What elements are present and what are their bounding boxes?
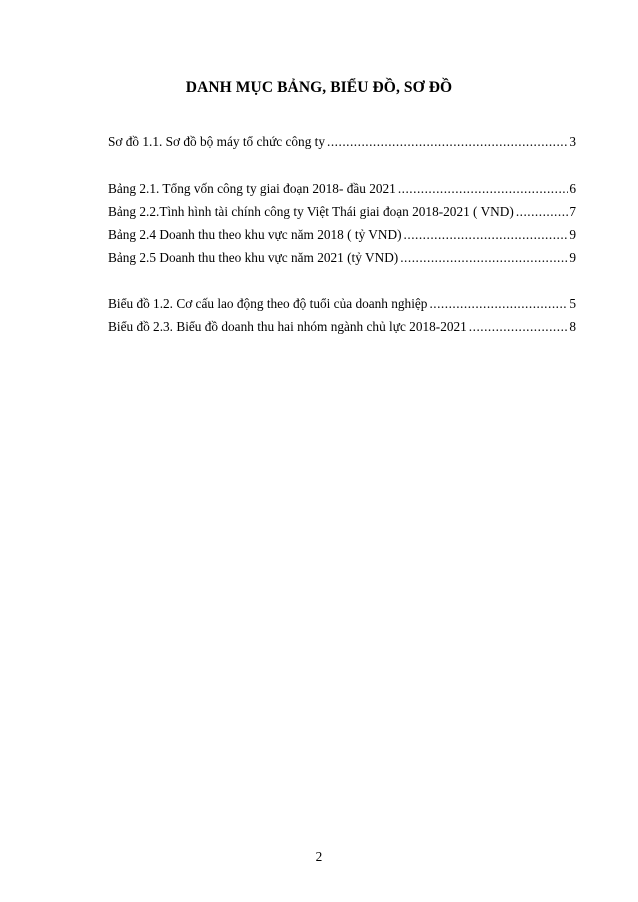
dot-leader: [398, 177, 569, 200]
toc-entry[interactable]: [108, 315, 576, 338]
toc-entry[interactable]: [108, 200, 576, 223]
toc-entry-label: Bảng 2.2.Tình hình tài chính công ty Việt Thái giai đoạn 2018-2021 ( VND): [108, 204, 514, 219]
toc-entry-label: Sơ đồ 1.1. Sơ đồ bộ máy tổ chức công ty: [108, 134, 326, 149]
toc-entry-label: Bảng 2.5 Doanh thu theo khu vực năm 2021 (tỷ VND): [108, 250, 399, 265]
toc-entry-page: 9: [569, 227, 576, 242]
toc-group-tables: [108, 177, 576, 269]
toc-entry-page: 9: [569, 250, 576, 265]
toc-entry[interactable]: [108, 130, 576, 153]
toc-group-charts: [108, 292, 576, 338]
toc-entry-label: Biểu đồ 1.2. Cơ cấu lao động theo độ tuổi của doanh nghiệp: [108, 296, 428, 311]
toc-entry-page: 8: [569, 319, 576, 334]
toc-entry-page: 6: [569, 181, 576, 196]
page-title: DANH MỤC BẢNG, BIỂU ĐỒ, SƠ ĐỒ: [185, 79, 453, 96]
toc-entry[interactable]: [108, 177, 576, 200]
toc-entry-label: Biểu đồ 2.3. Biểu đồ doanh thu hai nhóm ngành chủ lực 2018-2021: [108, 319, 467, 334]
toc-entry-label: Bảng 2.4 Doanh thu theo khu vực năm 2018 ( tỷ VND): [108, 227, 402, 242]
toc-entry-label: Bảng 2.1. Tổng vốn công ty giai đoạn 2018- đầu 2021: [108, 181, 396, 196]
dot-leader: [429, 292, 568, 315]
toc-entry-page: 5: [569, 296, 576, 311]
toc-entry-page: 3: [569, 134, 576, 149]
dot-leader: [469, 315, 569, 338]
page-number: 2: [315, 849, 323, 864]
dot-leader: [327, 130, 568, 153]
dot-leader: [516, 200, 569, 223]
dot-leader: [400, 246, 568, 269]
toc-entry[interactable]: [108, 223, 576, 246]
toc-entry[interactable]: [108, 292, 576, 315]
dot-leader: [404, 223, 569, 246]
toc-entry-page: 7: [569, 204, 576, 219]
toc-group-diagrams: [108, 130, 576, 153]
toc-entry[interactable]: [108, 246, 576, 269]
